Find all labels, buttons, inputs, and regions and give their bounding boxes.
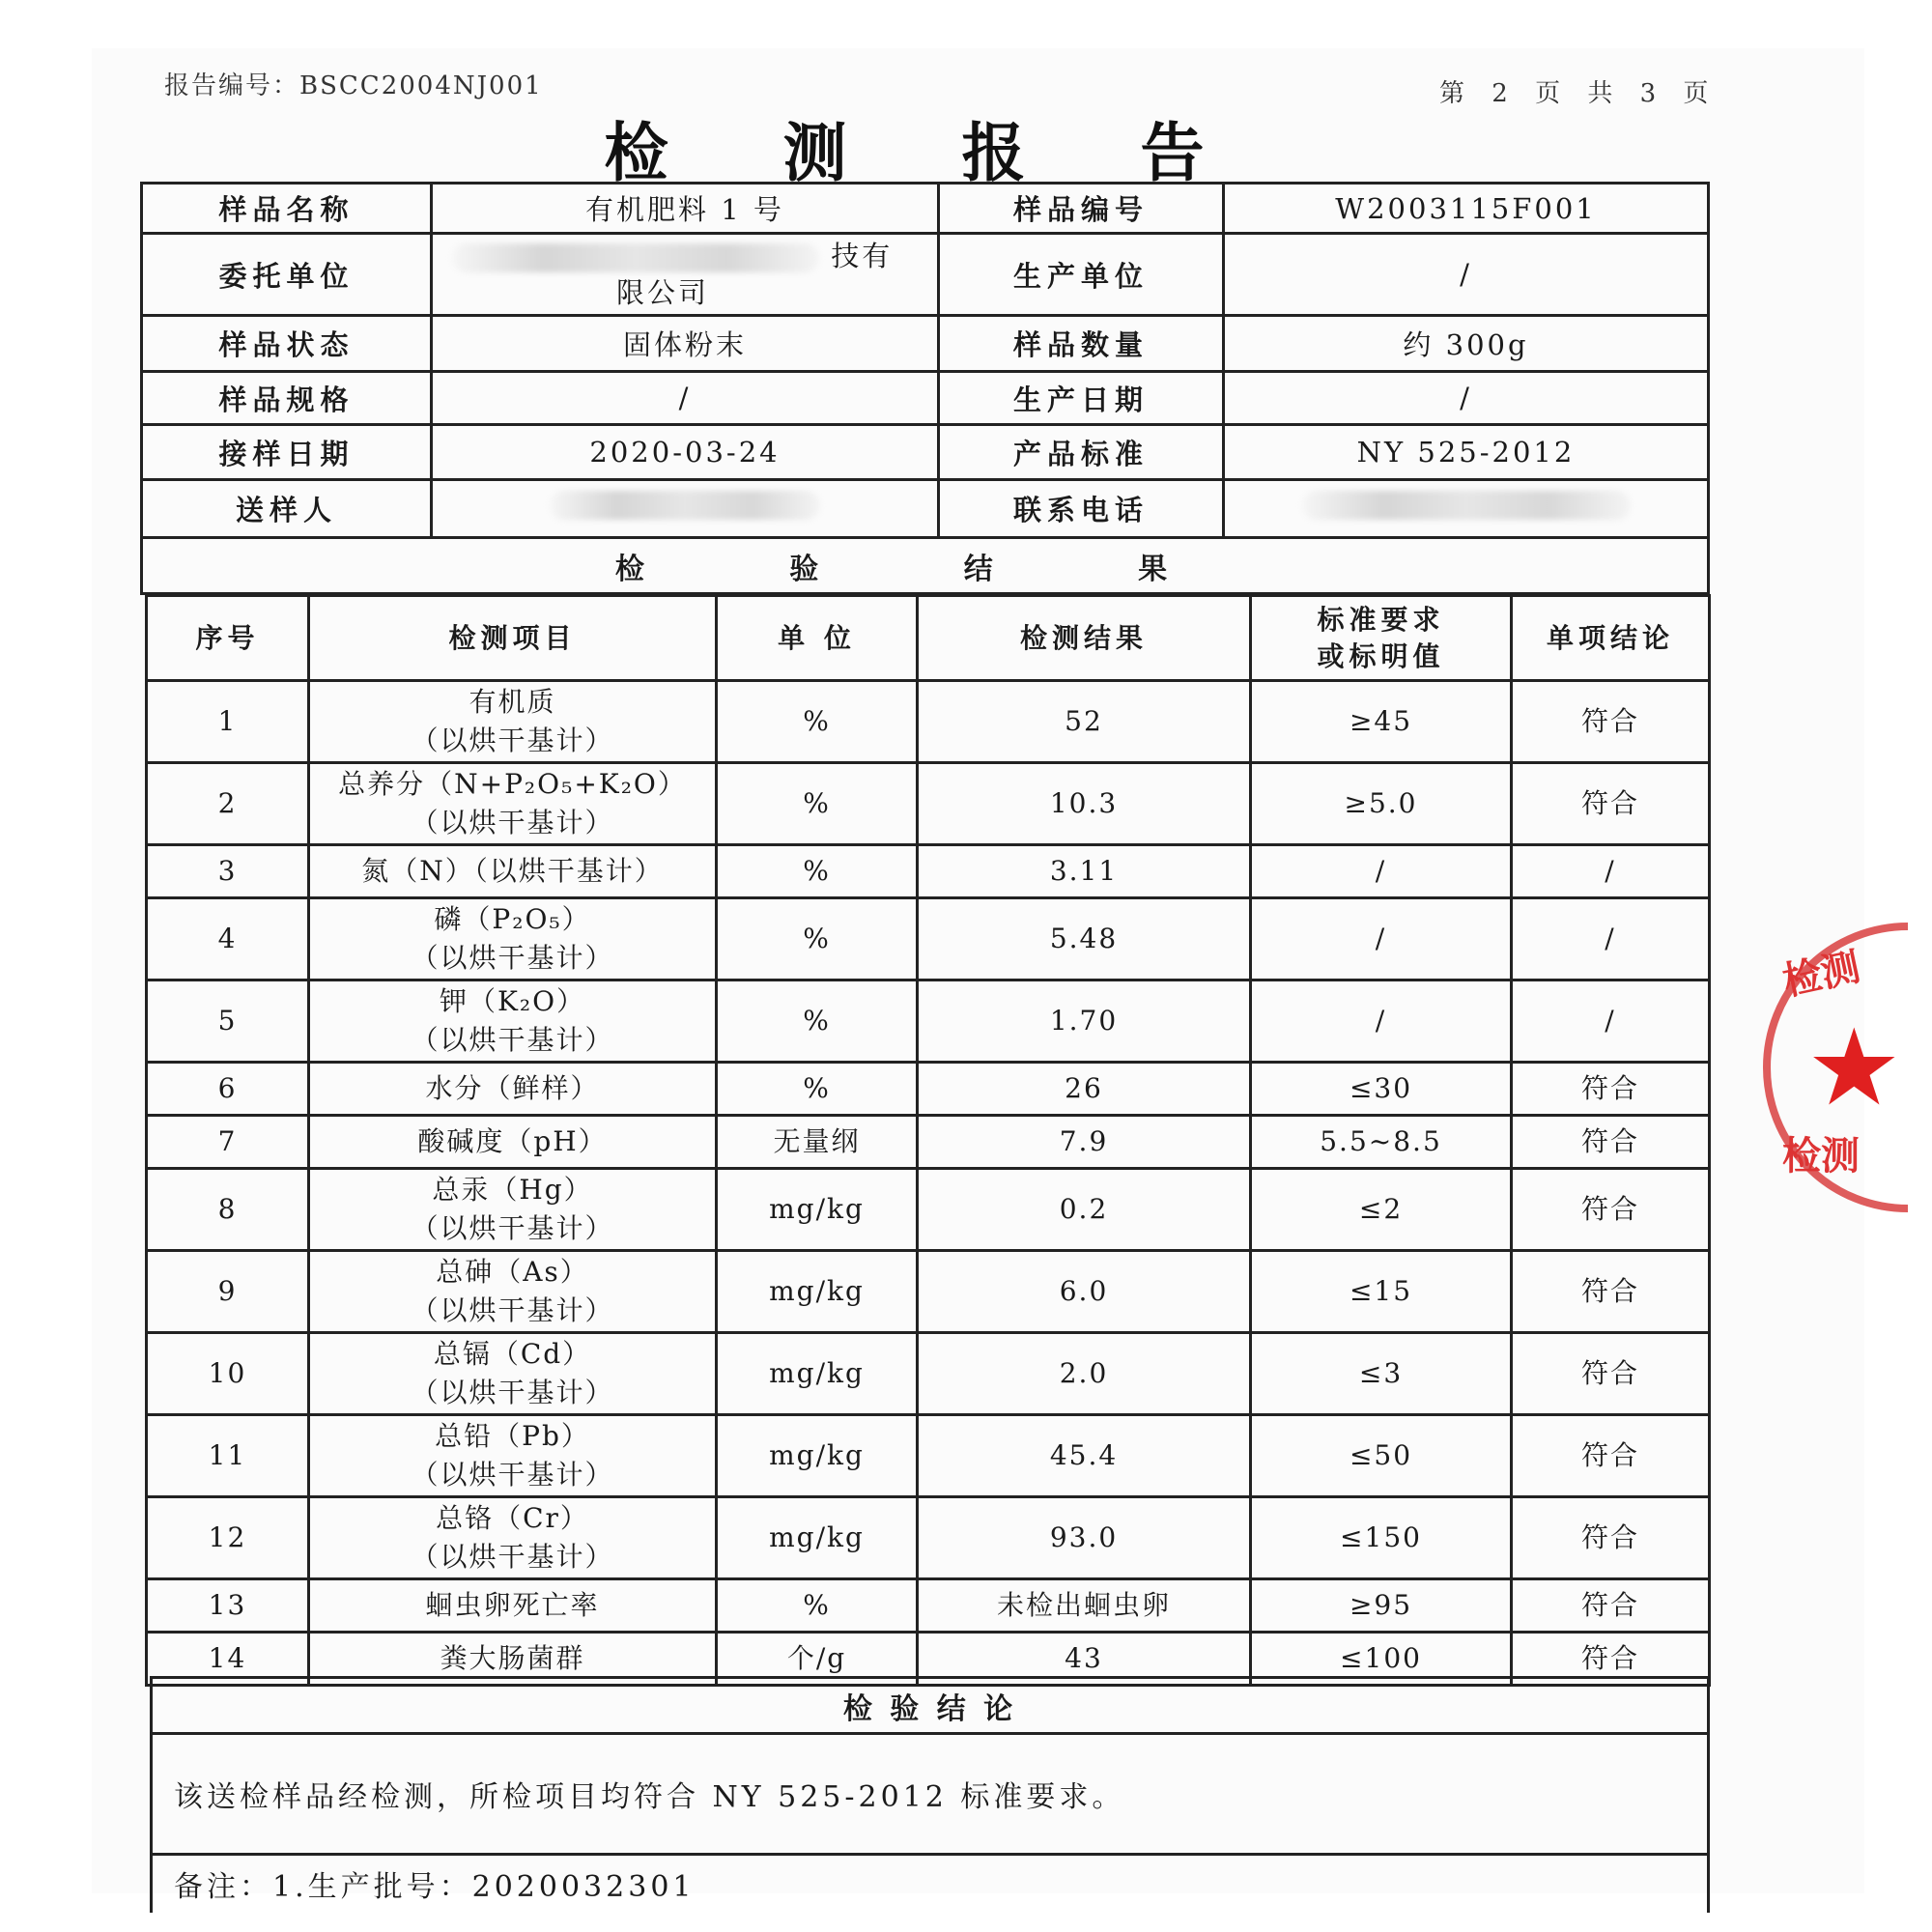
row-item	[309, 1063, 717, 1116]
table-row	[147, 1579, 1710, 1633]
row-item	[309, 1251, 717, 1333]
row-requirement: ≤3	[1251, 1333, 1512, 1415]
row-item	[309, 1169, 717, 1251]
header-item: 检测项目	[309, 596, 717, 681]
row-requirement: 5.5~8.5	[1251, 1116, 1512, 1169]
row-unit: 无量纲	[717, 1116, 918, 1169]
row-item-line1: 总汞（Hg）	[432, 1174, 593, 1206]
prod-date-value: /	[1224, 372, 1709, 425]
row-result: 7.9	[918, 1116, 1251, 1169]
row-item-line2: （以烘干基计）	[411, 942, 614, 974]
seal-text-bottom: 检测	[1782, 1133, 1860, 1179]
row-item-line2: （以烘干基计）	[411, 1459, 614, 1491]
phone-label: 联系电话	[939, 480, 1224, 538]
row-item	[309, 681, 717, 763]
row-item-line1: 水分（鲜样）	[425, 1072, 600, 1104]
row-item-line1: 酸碱度（pH）	[417, 1125, 608, 1157]
row-item-line1: 总铅（Pb）	[435, 1420, 590, 1452]
client-label: 委托单位	[142, 234, 432, 316]
row-result: 52	[918, 681, 1251, 763]
state-label: 样品状态	[142, 316, 432, 372]
client-line2: 限公司	[616, 276, 710, 309]
sample-info-table	[140, 182, 1710, 595]
row-requirement: ≤15	[1251, 1251, 1512, 1333]
spec-value: /	[432, 372, 939, 425]
row-item	[309, 1497, 717, 1579]
row-item	[309, 845, 717, 898]
row-item-line1: 总砷（As）	[436, 1256, 589, 1288]
row-requirement: ≤30	[1251, 1063, 1512, 1116]
table-row	[147, 1169, 1710, 1251]
row-conclusion: 符合	[1512, 681, 1710, 763]
document-title: 检 测 报 告	[604, 115, 1251, 190]
row-item-line2: （以烘干基计）	[411, 1294, 614, 1326]
row-no: 12	[147, 1497, 309, 1579]
row-requirement: /	[1251, 980, 1512, 1063]
redacted-sender	[550, 491, 820, 520]
table-row	[147, 1251, 1710, 1333]
sample-name-label: 样品名称	[142, 184, 432, 234]
row-item	[309, 898, 717, 980]
table-row	[147, 763, 1710, 845]
row-conclusion: /	[1512, 980, 1710, 1063]
table-row	[147, 898, 1710, 980]
row-item	[309, 980, 717, 1063]
header-result: 检测结果	[918, 596, 1251, 681]
row-no: 14	[147, 1633, 309, 1686]
header-requirement	[1251, 596, 1512, 681]
row-item-line1: 磷（P₂O₅）	[434, 903, 591, 935]
row-result: 5.48	[918, 898, 1251, 980]
header-no: 序号	[147, 596, 309, 681]
row-no: 10	[147, 1333, 309, 1415]
sample-no-label: 样品编号	[939, 184, 1224, 234]
row-no: 6	[147, 1063, 309, 1116]
row-conclusion: 符合	[1512, 1169, 1710, 1251]
row-item-line2: （以烘干基计）	[411, 724, 614, 756]
row-conclusion: 符合	[1512, 1579, 1710, 1633]
quantity-label: 样品数量	[939, 316, 1224, 372]
row-unit: %	[717, 763, 918, 845]
row-no: 3	[147, 845, 309, 898]
row-requirement: ≤2	[1251, 1169, 1512, 1251]
row-item	[309, 1415, 717, 1497]
sample-no-value: W2003115F001	[1224, 184, 1709, 234]
row-conclusion: 符合	[1512, 1633, 1710, 1686]
phone-value	[1224, 480, 1709, 538]
conclusion-table	[150, 1676, 1710, 1913]
row-unit: 个/g	[717, 1633, 918, 1686]
row-unit: mg/kg	[717, 1169, 918, 1251]
table-row	[147, 980, 1710, 1063]
row-requirement: ≥5.0	[1251, 763, 1512, 845]
red-seal	[1763, 923, 1908, 1212]
row-item-line1: 粪大肠菌群	[440, 1642, 585, 1674]
row-item-line1: 氮（N）（以烘干基计）	[361, 855, 664, 887]
header-req-line2: 或标明值	[1317, 639, 1445, 672]
result-rows	[147, 681, 1710, 1686]
row-unit: %	[717, 845, 918, 898]
row-unit: mg/kg	[717, 1251, 918, 1333]
sample-name-value: 有机肥料 1 号	[432, 184, 939, 234]
row-unit: %	[717, 980, 918, 1063]
row-unit: mg/kg	[717, 1415, 918, 1497]
row-requirement: /	[1251, 898, 1512, 980]
row-item-line1: 有机质	[469, 686, 556, 718]
row-conclusion: 符合	[1512, 1251, 1710, 1333]
row-item	[309, 1579, 717, 1633]
row-conclusion: /	[1512, 898, 1710, 980]
header-req-line1: 标准要求	[1317, 603, 1445, 636]
state-value: 固体粉末	[432, 316, 939, 372]
row-result: 6.0	[918, 1251, 1251, 1333]
row-conclusion: 符合	[1512, 1497, 1710, 1579]
row-requirement: ≥45	[1251, 681, 1512, 763]
client-value	[432, 234, 939, 316]
sender-value	[432, 480, 939, 538]
table-row	[147, 1333, 1710, 1415]
row-requirement: /	[1251, 845, 1512, 898]
row-item-line2: （以烘干基计）	[411, 1377, 614, 1408]
row-item-line1: 蛔虫卵死亡率	[425, 1589, 600, 1621]
sender-label: 送样人	[142, 480, 432, 538]
row-no: 11	[147, 1415, 309, 1497]
row-item-line1: 总养分（N+P₂O₅+K₂O）	[338, 768, 687, 800]
row-requirement: ≤100	[1251, 1633, 1512, 1686]
row-item-line2: （以烘干基计）	[411, 1212, 614, 1244]
table-row	[147, 1415, 1710, 1497]
redacted-client-name	[452, 243, 819, 272]
remark-text: 备注：1.生产批号：2020032301	[152, 1855, 1709, 1913]
standard-label: 产品标准	[939, 425, 1224, 480]
table-row	[147, 1497, 1710, 1579]
row-result: 1.70	[918, 980, 1251, 1063]
page-number: 第 2 页 共 3 页	[1439, 79, 1719, 108]
row-no: 8	[147, 1169, 309, 1251]
row-result: 3.11	[918, 845, 1251, 898]
quantity-value: 约 300g	[1224, 316, 1709, 372]
row-conclusion: 符合	[1512, 1415, 1710, 1497]
row-result: 43	[918, 1633, 1251, 1686]
row-item-line2: （以烘干基计）	[411, 1024, 614, 1056]
row-conclusion: /	[1512, 845, 1710, 898]
row-unit: %	[717, 898, 918, 980]
row-item-line1: 总镉（Cd）	[433, 1338, 592, 1370]
row-result: 93.0	[918, 1497, 1251, 1579]
row-conclusion: 符合	[1512, 1333, 1710, 1415]
row-item-line2: （以烘干基计）	[411, 1541, 614, 1573]
table-row	[147, 1116, 1710, 1169]
row-item-line1: 总铬（Cr）	[436, 1502, 589, 1534]
row-result: 0.2	[918, 1169, 1251, 1251]
producer-label: 生产单位	[939, 234, 1224, 316]
header-conclusion: 单项结论	[1512, 596, 1710, 681]
row-conclusion: 符合	[1512, 1116, 1710, 1169]
row-conclusion: 符合	[1512, 1063, 1710, 1116]
recv-date-label: 接样日期	[142, 425, 432, 480]
header-unit: 单 位	[717, 596, 918, 681]
row-result: 未检出蛔虫卵	[918, 1579, 1251, 1633]
table-row	[147, 681, 1710, 763]
row-unit: %	[717, 1579, 918, 1633]
row-result: 45.4	[918, 1415, 1251, 1497]
seal-text-top: 检测	[1778, 944, 1864, 1005]
row-unit: %	[717, 681, 918, 763]
row-item-line1: 钾（K₂O）	[439, 985, 586, 1017]
row-no: 7	[147, 1116, 309, 1169]
row-no: 13	[147, 1579, 309, 1633]
conclusion-section-title: 检 验 结 论	[152, 1678, 1709, 1734]
table-row	[147, 1063, 1710, 1116]
row-unit: %	[717, 1063, 918, 1116]
seal-star-icon: ★	[1806, 1006, 1902, 1129]
standard-value: NY 525-2012	[1224, 425, 1709, 480]
row-item	[309, 763, 717, 845]
results-table	[145, 594, 1711, 1687]
row-requirement: ≤150	[1251, 1497, 1512, 1579]
report-number: 报告编号：BSCC2004NJ001	[164, 71, 543, 100]
conclusion-text: 该送检样品经检测，所检项目均符合 NY 525-2012 标准要求。	[152, 1734, 1709, 1855]
redacted-phone	[1302, 491, 1631, 520]
row-item	[309, 1333, 717, 1415]
row-result: 2.0	[918, 1333, 1251, 1415]
row-no: 5	[147, 980, 309, 1063]
row-item-line2: （以烘干基计）	[411, 807, 614, 838]
row-no: 2	[147, 763, 309, 845]
prod-date-label: 生产日期	[939, 372, 1224, 425]
row-no: 4	[147, 898, 309, 980]
row-requirement: ≤50	[1251, 1415, 1512, 1497]
row-unit: mg/kg	[717, 1333, 918, 1415]
row-item	[309, 1116, 717, 1169]
row-no: 9	[147, 1251, 309, 1333]
recv-date-value: 2020-03-24	[432, 425, 939, 480]
table-row	[147, 845, 1710, 898]
row-result: 10.3	[918, 763, 1251, 845]
results-section-title: 检 验 结 果	[142, 538, 1709, 594]
producer-value: /	[1224, 234, 1709, 316]
client-visible-tail: 技有	[831, 240, 894, 272]
row-requirement: ≥95	[1251, 1579, 1512, 1633]
spec-label: 样品规格	[142, 372, 432, 425]
row-conclusion: 符合	[1512, 763, 1710, 845]
row-unit: mg/kg	[717, 1497, 918, 1579]
row-result: 26	[918, 1063, 1251, 1116]
row-no: 1	[147, 681, 309, 763]
